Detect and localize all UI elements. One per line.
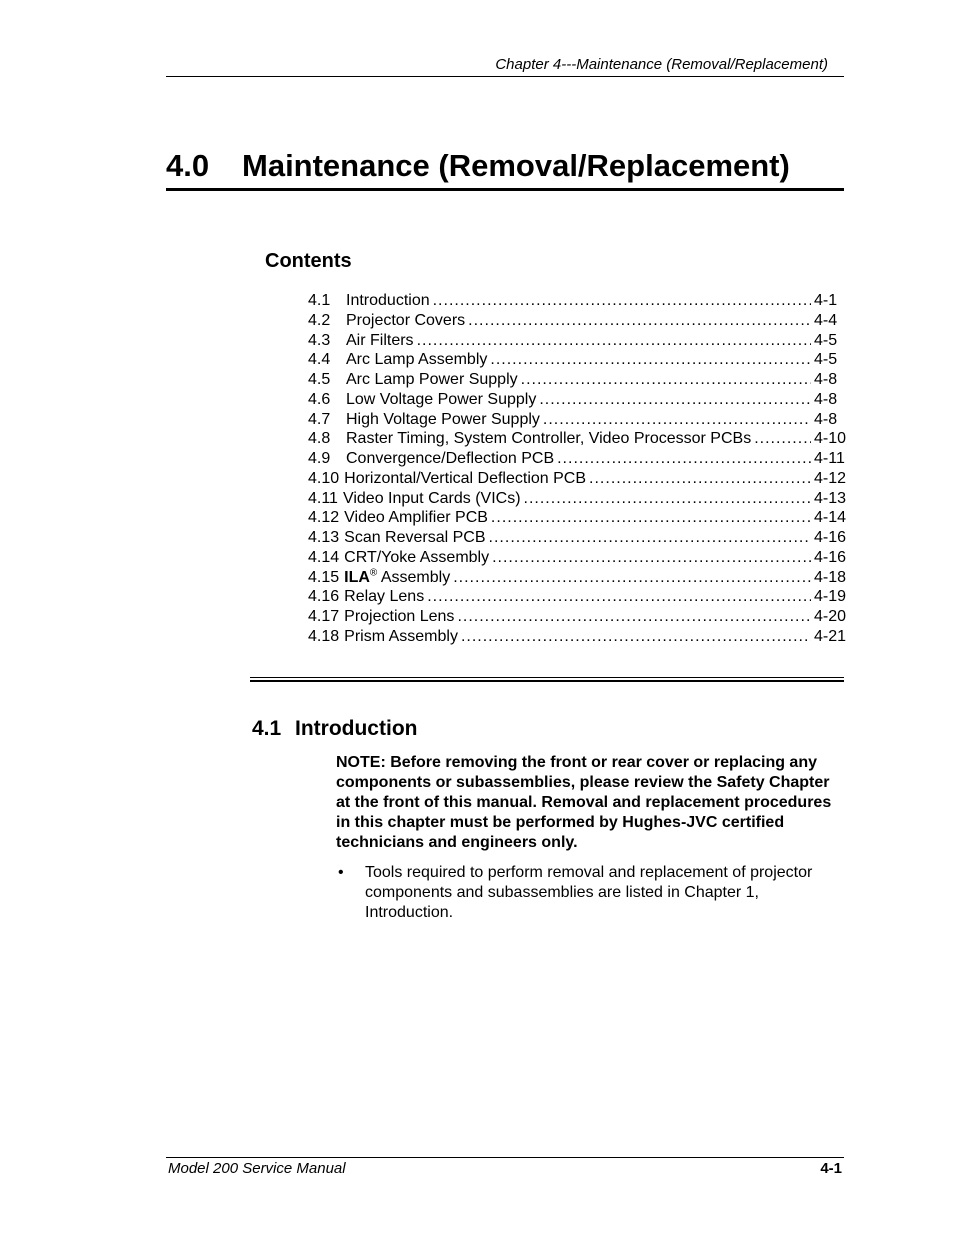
toc-leader-dots	[417, 332, 811, 350]
toc-leader-dots	[521, 371, 811, 389]
toc-entry-number: 4.12	[308, 509, 340, 527]
toc-leader-dots	[539, 391, 811, 409]
bullet-icon: •	[338, 864, 344, 881]
toc-leader-dots	[427, 588, 811, 606]
toc-entry-page: 4-18	[814, 568, 847, 586]
toc-entry-page: 4-10	[814, 430, 847, 448]
toc-entry-page: 4-8	[814, 371, 838, 388]
toc-leader-dots	[433, 292, 811, 310]
toc-entry-number: 4.18	[308, 627, 340, 645]
toc-entry-page: 4-16	[814, 529, 847, 546]
header-rule	[166, 76, 844, 77]
toc-entry[interactable]	[308, 529, 848, 549]
toc-entry[interactable]	[308, 312, 848, 332]
toc-entry-number: 4.15	[308, 568, 340, 586]
chapter-number: 4.0	[166, 148, 210, 183]
toc-entry-page: 4-14	[814, 509, 847, 527]
toc-leader-dots	[492, 549, 811, 567]
toc-entry-number: 4.11	[308, 489, 338, 507]
toc-entry[interactable]	[308, 509, 848, 529]
toc-entry[interactable]	[308, 332, 848, 352]
footer-page-number: 4-1	[820, 1160, 842, 1177]
section-number: 4.1	[252, 717, 282, 740]
toc-entry-label: Scan Reversal PCB	[344, 529, 486, 546]
toc-entry-number: 4.9	[308, 450, 331, 467]
toc-entry-label: Air Filters	[346, 331, 414, 349]
toc-leader-dots	[754, 430, 811, 448]
toc-entry-label-rest: Assembly	[380, 568, 451, 586]
toc-entry-label: Raster Timing, System Controller, Video Processor PCBs	[346, 430, 752, 448]
contents-heading: Contents	[265, 250, 352, 272]
bullet-text: Tools required to perform removal and replacement of projector components and subassemblies are listed in Chapter 1, Introduction.	[365, 864, 813, 921]
footer-manual-title: Model 200 Service Manual	[168, 1160, 346, 1177]
toc-entry-label: Video Input Cards (VICs)	[342, 489, 521, 507]
toc-entry-number: 4.3	[308, 331, 331, 349]
section-title-text: Introduction	[295, 717, 418, 740]
toc-entry-number: 4.13	[308, 529, 340, 546]
toc-entry-label	[344, 569, 450, 587]
toc-entry-number: 4.17	[308, 608, 340, 625]
toc-entry-page: 4-12	[814, 469, 847, 487]
table-of-contents	[308, 292, 848, 648]
toc-entry-number: 4.6	[308, 390, 331, 408]
toc-entry-label: Horizontal/Vertical Deflection PCB	[344, 469, 587, 487]
toc-entry[interactable]	[308, 628, 848, 648]
toc-entry-label: High Voltage Power Supply	[346, 410, 540, 428]
toc-entry[interactable]	[308, 450, 848, 470]
toc-entry[interactable]	[308, 411, 848, 431]
toc-entry-page: 4-11	[814, 450, 845, 467]
toc-entry-number: 4.5	[308, 371, 331, 388]
toc-leader-dots	[490, 351, 811, 369]
toc-entry-page: 4-1	[814, 292, 838, 309]
section-title	[252, 717, 417, 741]
safety-note: NOTE: Before removing the front or rear cover or replacing any components or subassemblies, please review the Safety Chapter at the front of this manual. Removal and replacement procedures in this chapter must be performed by Hughes-JVC certified technicians and engineers only.	[336, 754, 832, 851]
toc-entry-label: Prism Assembly	[344, 627, 458, 645]
toc-leader-dots	[543, 411, 811, 429]
toc-entry-label: Projection Lens	[344, 608, 455, 625]
toc-entry-number: 4.8	[308, 430, 331, 448]
toc-entry[interactable]	[308, 391, 848, 411]
toc-entry-label: Arc Lamp Power Supply	[346, 371, 518, 388]
toc-leader-dots	[491, 509, 811, 527]
toc-leader-dots	[457, 608, 811, 626]
section-divider-thin	[250, 677, 844, 678]
toc-entry-label: Introduction	[346, 292, 430, 309]
toc-entry-page: 4-19	[814, 588, 847, 606]
toc-entry-page: 4-8	[814, 410, 838, 428]
toc-entry[interactable]	[308, 351, 848, 371]
toc-entry-page: 4-5	[814, 351, 838, 369]
toc-entry-page: 4-16	[814, 548, 847, 566]
footer-rule	[166, 1157, 844, 1158]
toc-entry-label: Arc Lamp Assembly	[346, 351, 488, 369]
running-header: Chapter 4---Maintenance (Removal/Replacement)	[495, 56, 828, 73]
toc-leader-dots	[557, 450, 811, 468]
toc-entry[interactable]	[308, 430, 848, 450]
toc-leader-dots	[524, 490, 811, 508]
toc-entry[interactable]	[308, 490, 848, 510]
toc-entry[interactable]	[308, 549, 848, 569]
toc-leader-dots	[589, 470, 811, 488]
toc-entry-page: 4-21	[814, 627, 847, 645]
toc-entry[interactable]	[308, 608, 848, 628]
toc-entry-number: 4.1	[308, 292, 331, 309]
toc-entry-number: 4.10	[308, 469, 340, 487]
toc-entry-number: 4.7	[308, 410, 331, 428]
toc-entry-number: 4.14	[308, 548, 340, 566]
toc-entry-number: 4.4	[308, 351, 331, 369]
toc-entry-number: 4.2	[308, 311, 331, 329]
toc-entry-page: 4-5	[814, 331, 838, 349]
toc-entry-page: 4-8	[814, 390, 838, 408]
toc-entry-label: Projector Covers	[346, 311, 466, 329]
toc-entry[interactable]	[308, 292, 848, 312]
registered-mark: ®	[369, 567, 378, 579]
toc-leader-dots	[453, 569, 811, 587]
toc-entry-label: CRT/Yoke Assembly	[344, 548, 490, 566]
toc-leader-dots	[489, 529, 811, 547]
section-divider-thick	[250, 680, 844, 682]
toc-leader-dots	[468, 312, 811, 330]
toc-leader-dots	[461, 628, 811, 646]
toc-entry-number: 4.16	[308, 588, 340, 606]
toc-entry-page: 4-20	[814, 608, 847, 625]
bullet-item	[336, 863, 846, 923]
toc-entry[interactable]	[308, 569, 848, 589]
chapter-title-rule	[166, 188, 844, 191]
toc-entry-page: 4-4	[814, 311, 838, 329]
toc-entry[interactable]	[308, 470, 848, 490]
toc-entry[interactable]	[308, 371, 848, 391]
toc-entry-label: Convergence/Deflection PCB	[346, 450, 555, 467]
ila-trademark-text: ILA	[344, 568, 370, 586]
toc-entry-page: 4-13	[814, 489, 847, 507]
chapter-title-text: Maintenance (Removal/Replacement)	[242, 148, 790, 183]
toc-entry[interactable]	[308, 588, 848, 608]
chapter-title	[166, 148, 790, 184]
toc-entry-label: Low Voltage Power Supply	[346, 390, 537, 408]
toc-entry-label: Relay Lens	[344, 588, 425, 606]
toc-entry-label: Video Amplifier PCB	[344, 509, 488, 527]
